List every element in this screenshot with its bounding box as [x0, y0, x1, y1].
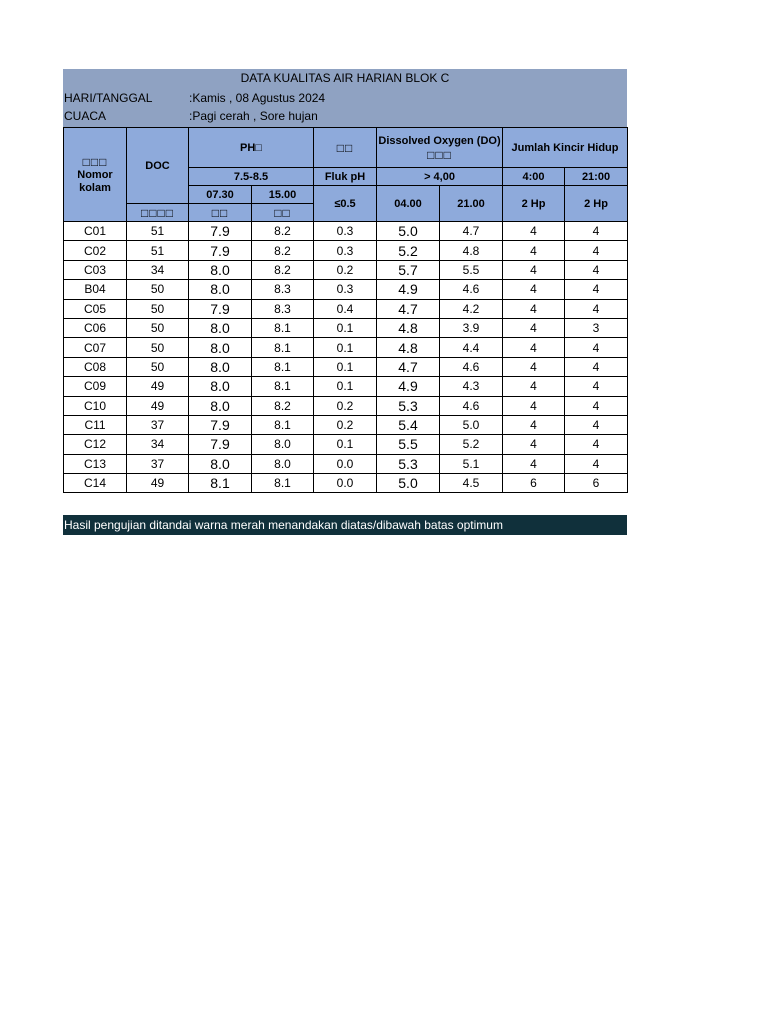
do-glyph: □□□: [427, 147, 452, 162]
kincir-morning-cell: 4: [503, 357, 565, 376]
do-header: [377, 128, 503, 168]
table-body: [64, 222, 628, 493]
flux-glyph: □□: [336, 140, 354, 155]
doc-cell: 37: [127, 454, 189, 473]
do-limit: > 4,00: [377, 168, 503, 186]
doc-glyph: □□□□: [141, 205, 174, 220]
ph-flux-cell: 0.2: [314, 260, 377, 279]
ph-flux-cell: 0.3: [314, 280, 377, 299]
ph-flux-cell: 0.2: [314, 415, 377, 434]
kincir-morning-cell: 6: [503, 474, 565, 493]
ph-glyph-1: □□: [211, 205, 229, 220]
do-morning-cell: 4.8: [377, 338, 440, 357]
ph-afternoon-cell: 8.1: [252, 377, 314, 396]
ph-morning-cell: 7.9: [189, 222, 252, 241]
ph-afternoon-cell: 8.1: [252, 415, 314, 434]
weather-label: CUACA: [64, 109, 107, 123]
do-evening-cell: 4.6: [440, 396, 503, 415]
do-time-1: 04.00: [377, 186, 440, 222]
flux-limit: ≤0.5: [314, 186, 377, 222]
kincir-evening-cell: 4: [565, 357, 628, 376]
ph-range: 7.5-8.5: [189, 168, 314, 186]
ph-morning-cell: 8.0: [189, 260, 252, 279]
kincir-morning-cell: 4: [503, 435, 565, 454]
water-quality-table: [63, 127, 628, 493]
ph-afternoon-cell: 8.2: [252, 260, 314, 279]
ph-flux-cell: 0.1: [314, 318, 377, 337]
doc-cell: 50: [127, 338, 189, 357]
ph-flux-cell: 0.0: [314, 474, 377, 493]
ph-flux-cell: 0.2: [314, 396, 377, 415]
do-evening-cell: 4.8: [440, 241, 503, 260]
ph-morning-cell: 8.1: [189, 474, 252, 493]
kincir-morning-cell: 4: [503, 299, 565, 318]
ph-afternoon-cell: 8.2: [252, 241, 314, 260]
flux-glyph-header: [314, 128, 377, 168]
ph-time-1: 07.30: [189, 186, 252, 204]
pond-number-cell: C03: [64, 260, 127, 279]
do-morning-cell: 4.8: [377, 318, 440, 337]
kincir-hp-2: 2 Hp: [565, 186, 628, 222]
pond-number-header: [64, 128, 127, 222]
do-title: Dissolved Oxygen (DO): [378, 134, 501, 147]
ph-afternoon-cell: 8.0: [252, 435, 314, 454]
water-quality-sheet: [63, 69, 627, 493]
kincir-evening-cell: 4: [565, 454, 628, 473]
pond-glyph: □□□: [82, 154, 108, 169]
pond-number-cell: C10: [64, 396, 127, 415]
kincir-evening-cell: 4: [565, 299, 628, 318]
ph-time-2: 15.00: [252, 186, 314, 204]
do-morning-cell: 5.4: [377, 415, 440, 434]
ph-flux-cell: 0.0: [314, 454, 377, 473]
pond-number-cell: C07: [64, 338, 127, 357]
do-morning-cell: 5.3: [377, 454, 440, 473]
table-header: [64, 128, 628, 222]
date-value: :Kamis , 08 Agustus 2024: [189, 91, 326, 105]
do-morning-cell: 5.2: [377, 241, 440, 260]
kincir-hp-1: 2 Hp: [503, 186, 565, 222]
ph-morning-cell: 8.0: [189, 454, 252, 473]
table-row: [64, 435, 628, 454]
do-evening-cell: 4.3: [440, 377, 503, 396]
do-evening-cell: 4.6: [440, 280, 503, 299]
do-evening-cell: 5.5: [440, 260, 503, 279]
table-row: [64, 241, 628, 260]
kincir-morning-cell: 4: [503, 396, 565, 415]
ph-afternoon-cell: 8.1: [252, 474, 314, 493]
do-morning-cell: 5.5: [377, 435, 440, 454]
ph-glyph-2: □□: [274, 205, 291, 220]
ph-morning-cell: 8.0: [189, 377, 252, 396]
kincir-evening-cell: 4: [565, 260, 628, 279]
weather-value: :Pagi cerah , Sore hujan: [189, 109, 318, 123]
kincir-header: Jumlah Kincir Hidup: [503, 128, 628, 168]
doc-cell: 37: [127, 415, 189, 434]
doc-header: DOC: [127, 128, 189, 204]
do-evening-cell: 5.1: [440, 454, 503, 473]
ph-afternoon-cell: 8.3: [252, 280, 314, 299]
table-row: [64, 318, 628, 337]
ph-morning-cell: 7.9: [189, 415, 252, 434]
table-row: [64, 415, 628, 434]
ph-morning-cell: 7.9: [189, 241, 252, 260]
doc-cell: 49: [127, 377, 189, 396]
ph-morning-cell: 8.0: [189, 338, 252, 357]
doc-cell: 49: [127, 474, 189, 493]
table-row: [64, 377, 628, 396]
table-row: [64, 338, 628, 357]
ph-flux-cell: 0.1: [314, 377, 377, 396]
doc-cell: 50: [127, 299, 189, 318]
sheet-title: DATA KUALITAS AIR HARIAN BLOK C: [240, 71, 450, 85]
do-evening-cell: 4.6: [440, 357, 503, 376]
ph-flux-cell: 0.1: [314, 435, 377, 454]
kincir-morning-cell: 4: [503, 280, 565, 299]
pond-number-cell: B04: [64, 280, 127, 299]
ph-morning-cell: 8.0: [189, 280, 252, 299]
ph-afternoon-cell: 8.3: [252, 299, 314, 318]
kincir-time-2: 21:00: [565, 168, 628, 186]
ph-afternoon-cell: 8.1: [252, 357, 314, 376]
date-label: HARI/TANGGAL: [64, 91, 153, 105]
do-morning-cell: 4.9: [377, 280, 440, 299]
ph-flux-cell: 0.1: [314, 338, 377, 357]
kincir-evening-cell: 4: [565, 338, 628, 357]
pond-number-cell: C06: [64, 318, 127, 337]
doc-cell: 49: [127, 396, 189, 415]
ph-afternoon-cell: 8.1: [252, 338, 314, 357]
sheet-header-block: [63, 69, 627, 127]
kincir-evening-cell: 4: [565, 396, 628, 415]
flux-header: Fluk pH: [314, 168, 377, 186]
do-evening-cell: 4.5: [440, 474, 503, 493]
do-time-2: 21.00: [440, 186, 503, 222]
kincir-evening-cell: 4: [565, 280, 628, 299]
doc-cell: 34: [127, 260, 189, 279]
pond-number-cell: C14: [64, 474, 127, 493]
kincir-evening-cell: 4: [565, 415, 628, 434]
kincir-evening-cell: 6: [565, 474, 628, 493]
table-row: [64, 260, 628, 279]
do-morning-cell: 5.3: [377, 396, 440, 415]
ph-morning-cell: 7.9: [189, 435, 252, 454]
doc-cell: 50: [127, 318, 189, 337]
do-evening-cell: 4.2: [440, 299, 503, 318]
ph-flux-cell: 0.4: [314, 299, 377, 318]
pond-number-cell: C12: [64, 435, 127, 454]
ph-afternoon-cell: 8.0: [252, 454, 314, 473]
do-evening-cell: 3.9: [440, 318, 503, 337]
kincir-morning-cell: 4: [503, 241, 565, 260]
do-evening-cell: 5.0: [440, 415, 503, 434]
do-morning-cell: 5.0: [377, 222, 440, 241]
ph-sub-2: [252, 204, 314, 222]
footnote-text: Hasil pengujian ditandai warna merah menandakan diatas/dibawah batas optimum: [64, 518, 503, 532]
ph-flux-cell: 0.3: [314, 241, 377, 260]
kincir-morning-cell: 4: [503, 415, 565, 434]
do-morning-cell: 5.7: [377, 260, 440, 279]
kincir-evening-cell: 4: [565, 222, 628, 241]
do-evening-cell: 4.4: [440, 338, 503, 357]
kincir-evening-cell: 4: [565, 377, 628, 396]
kincir-evening-cell: 3: [565, 318, 628, 337]
kincir-morning-cell: 4: [503, 454, 565, 473]
pond-number-cell: C11: [64, 415, 127, 434]
do-morning-cell: 4.7: [377, 299, 440, 318]
ph-flux-cell: 0.3: [314, 222, 377, 241]
doc-sub-header: [127, 204, 189, 222]
pond-number-cell: C01: [64, 222, 127, 241]
table-row: [64, 280, 628, 299]
ph-morning-cell: 7.9: [189, 299, 252, 318]
doc-cell: 51: [127, 222, 189, 241]
kincir-time-1: 4:00: [503, 168, 565, 186]
do-evening-cell: 4.7: [440, 222, 503, 241]
kincir-evening-cell: 4: [565, 435, 628, 454]
do-morning-cell: 4.7: [377, 357, 440, 376]
do-evening-cell: 5.2: [440, 435, 503, 454]
ph-morning-cell: 8.0: [189, 357, 252, 376]
ph-afternoon-cell: 8.2: [252, 222, 314, 241]
do-morning-cell: 4.9: [377, 377, 440, 396]
kincir-morning-cell: 4: [503, 338, 565, 357]
kincir-evening-cell: 4: [565, 241, 628, 260]
kincir-morning-cell: 4: [503, 318, 565, 337]
doc-cell: 50: [127, 280, 189, 299]
kincir-morning-cell: 4: [503, 222, 565, 241]
pond-number-cell: C08: [64, 357, 127, 376]
table-row: [64, 454, 628, 473]
kincir-morning-cell: 4: [503, 260, 565, 279]
ph-header: PH□: [189, 128, 314, 168]
table-row: [64, 357, 628, 376]
pond-number-cell: C02: [64, 241, 127, 260]
ph-afternoon-cell: 8.1: [252, 318, 314, 337]
pond-number-cell: C05: [64, 299, 127, 318]
pond-label: Nomor kolam: [77, 168, 113, 194]
ph-sub-1: [189, 204, 252, 222]
doc-cell: 51: [127, 241, 189, 260]
table-row: [64, 474, 628, 493]
doc-cell: 34: [127, 435, 189, 454]
table-row: [64, 299, 628, 318]
pond-number-cell: C09: [64, 377, 127, 396]
table-row: [64, 396, 628, 415]
doc-cell: 50: [127, 357, 189, 376]
ph-flux-cell: 0.1: [314, 357, 377, 376]
ph-morning-cell: 8.0: [189, 396, 252, 415]
kincir-morning-cell: 4: [503, 377, 565, 396]
ph-morning-cell: 8.0: [189, 318, 252, 337]
table-row: [64, 222, 628, 241]
pond-number-cell: C13: [64, 454, 127, 473]
footnote-bar: [63, 515, 627, 535]
ph-afternoon-cell: 8.2: [252, 396, 314, 415]
do-morning-cell: 5.0: [377, 474, 440, 493]
